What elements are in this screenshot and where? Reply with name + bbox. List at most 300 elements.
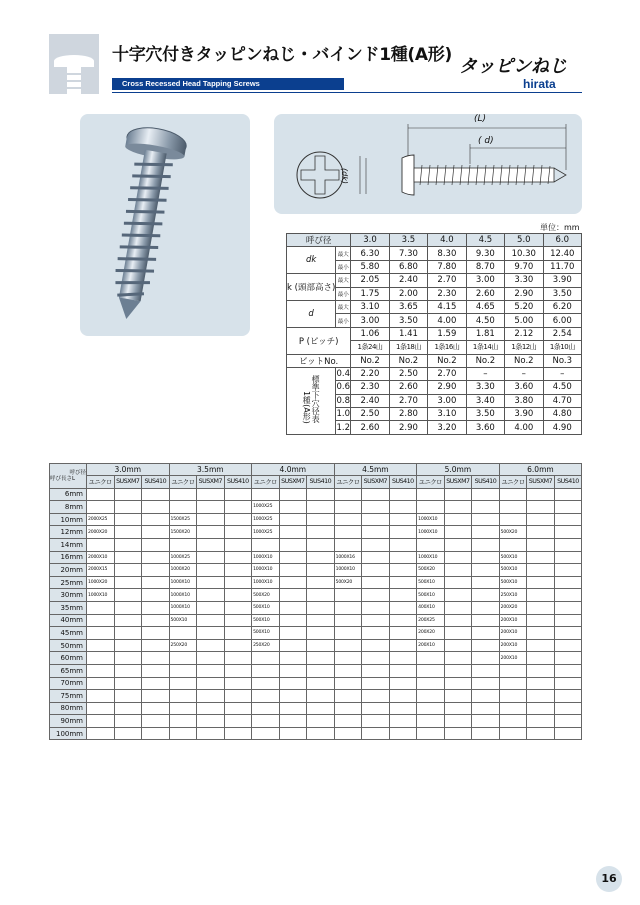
stock-cell <box>499 715 527 728</box>
stock-cell <box>252 677 280 690</box>
stock-cell <box>362 538 390 551</box>
stock-cell: 1000X10 <box>252 576 280 589</box>
stock-cell <box>114 589 142 602</box>
stock-cell <box>472 576 500 589</box>
stock-cell <box>142 488 170 501</box>
stock-cell <box>197 727 225 740</box>
table-row <box>50 614 582 627</box>
stock-cell <box>389 677 417 690</box>
stock-cell: 1000X10 <box>169 589 197 602</box>
stock-cell: 500X10 <box>252 601 280 614</box>
stock-cell <box>472 727 500 740</box>
stock-cell <box>362 727 390 740</box>
stock-cell <box>114 488 142 501</box>
stock-cell <box>307 690 335 703</box>
spec-cell: 4.50 <box>466 314 504 327</box>
spec-cell: 9.70 <box>505 260 543 273</box>
stock-cell <box>224 526 252 539</box>
spec-cell: No.3 <box>543 354 581 367</box>
spec-cell: 3.60 <box>505 381 543 394</box>
length-label: 6mm <box>50 488 87 501</box>
stock-cell <box>252 702 280 715</box>
material-header: ユニクロ <box>169 476 197 489</box>
stock-cell <box>527 488 555 501</box>
stock-cell <box>307 601 335 614</box>
stock-cell <box>472 589 500 602</box>
min-label: 最小 <box>336 314 351 327</box>
spec-cell: 4.70 <box>543 394 581 407</box>
stock-cell <box>224 564 252 577</box>
spec-cell: 2.80 <box>389 408 427 421</box>
size-header: 4.5 <box>466 234 504 247</box>
dk-label: dk <box>287 247 336 274</box>
stock-cell <box>334 589 362 602</box>
stock-cell <box>224 501 252 514</box>
stock-cell <box>444 664 472 677</box>
stock-cell <box>527 614 555 627</box>
stock-cell <box>472 513 500 526</box>
spec-cell: 2.40 <box>389 274 427 287</box>
spec-cell: 2.30 <box>351 381 389 394</box>
stock-cell <box>114 690 142 703</box>
stock-cell: 1000X16 <box>334 551 362 564</box>
stock-cell: 1000X25 <box>169 551 197 564</box>
stock-cell <box>527 690 555 703</box>
stock-cell: 2000X25 <box>87 513 115 526</box>
stock-cell <box>114 715 142 728</box>
stock-cell <box>472 677 500 690</box>
stock-cell <box>307 627 335 640</box>
stock-cell <box>307 664 335 677</box>
spec-cell: 3.00 <box>428 394 466 407</box>
spec-cell: 3.30 <box>505 274 543 287</box>
stock-cell <box>389 576 417 589</box>
spec-cell: 3.80 <box>505 394 543 407</box>
spec-cell: 2.20 <box>351 367 389 380</box>
min-label: 最小 <box>336 260 351 273</box>
stock-cell <box>362 677 390 690</box>
spec-cell: No.2 <box>351 354 389 367</box>
stock-cell <box>334 501 362 514</box>
spec-cell: 2.05 <box>351 274 389 287</box>
stock-cell: 1000X10 <box>252 564 280 577</box>
table-row <box>50 677 582 690</box>
stock-cell <box>279 589 307 602</box>
stock-cell <box>444 576 472 589</box>
stock-cell <box>279 614 307 627</box>
stock-cell: 500X20 <box>252 589 280 602</box>
thickness-cell: 0.8 <box>336 395 351 406</box>
stock-cell <box>197 614 225 627</box>
spec-cell: 2.60 <box>351 421 389 434</box>
stock-cell <box>389 627 417 640</box>
stock-cell: 500X10 <box>252 614 280 627</box>
stock-cell <box>389 488 417 501</box>
stock-cell <box>114 639 142 652</box>
stock-cell <box>554 538 582 551</box>
stock-cell: 2000X20 <box>87 526 115 539</box>
category-label: タッピンねじ <box>459 56 567 77</box>
stock-cell <box>554 576 582 589</box>
stock-cell <box>472 702 500 715</box>
length-label: 65mm <box>50 664 87 677</box>
spec-cell: 3.10 <box>351 300 389 313</box>
stock-cell <box>224 601 252 614</box>
material-header: SUS410 <box>389 476 417 489</box>
stock-cell <box>527 513 555 526</box>
stock-cell <box>362 576 390 589</box>
stock-cell <box>334 601 362 614</box>
spec-row <box>287 247 582 260</box>
stock-cell <box>472 526 500 539</box>
stock-cell <box>389 652 417 665</box>
length-label: 25mm <box>50 576 87 589</box>
stock-cell <box>224 639 252 652</box>
stock-cell <box>472 564 500 577</box>
stock-cell <box>444 677 472 690</box>
stock-cell <box>307 488 335 501</box>
corner-bottom-label: 呼び長さL <box>50 475 76 482</box>
stock-cell <box>279 702 307 715</box>
spec-cell: 4.00 <box>505 421 543 434</box>
stock-cell: 500X20 <box>417 564 445 577</box>
stock-cell <box>87 664 115 677</box>
stock-cell <box>444 614 472 627</box>
stock-cell <box>87 677 115 690</box>
stock-cell <box>142 538 170 551</box>
stock-cell <box>554 564 582 577</box>
stock-cell <box>307 538 335 551</box>
stock-cell <box>279 576 307 589</box>
material-header: SUS410 <box>472 476 500 489</box>
spec-cell: 6.30 <box>351 247 389 260</box>
stock-cell <box>554 488 582 501</box>
spec-cell: 7.30 <box>389 247 427 260</box>
corner-top-label: 呼び径 <box>69 469 86 476</box>
thickness-cell: 0.6 <box>336 382 351 393</box>
length-label: 14mm <box>50 538 87 551</box>
spec-cell: 3.90 <box>505 408 543 421</box>
stock-cell <box>114 727 142 740</box>
spec-cell: 3.50 <box>543 287 581 300</box>
stock-cell <box>362 652 390 665</box>
stock-cell <box>142 627 170 640</box>
stock-cell <box>224 677 252 690</box>
stock-cell <box>197 564 225 577</box>
stock-cell <box>224 589 252 602</box>
spec-cell: 3.00 <box>351 314 389 327</box>
stock-cell <box>87 690 115 703</box>
stock-cell <box>389 564 417 577</box>
stock-cell <box>197 690 225 703</box>
stock-cell <box>87 601 115 614</box>
stock-cell <box>527 601 555 614</box>
stock-cell <box>224 513 252 526</box>
spec-cell: 1条14山 <box>466 341 504 354</box>
stock-cell <box>307 677 335 690</box>
stock-cell <box>279 690 307 703</box>
spec-cell: 2.50 <box>351 408 389 421</box>
stock-cell <box>389 551 417 564</box>
size-group-header: 4.0mm <box>252 464 335 476</box>
stock-cell: 500X10 <box>169 614 197 627</box>
stock-cell <box>197 501 225 514</box>
dimension-diagram <box>274 114 582 214</box>
stock-cell <box>362 664 390 677</box>
stock-cell <box>87 702 115 715</box>
stock-cell <box>444 551 472 564</box>
stock-cell <box>279 727 307 740</box>
spec-cell: 5.00 <box>505 314 543 327</box>
stock-cell <box>472 715 500 728</box>
spec-cell: 2.70 <box>428 367 466 380</box>
stock-cell <box>362 639 390 652</box>
stock-cell <box>444 702 472 715</box>
stock-cell: 200X25 <box>417 614 445 627</box>
length-label: 60mm <box>50 652 87 665</box>
stock-cell <box>334 727 362 740</box>
stock-cell <box>197 526 225 539</box>
stock-cell: 400X10 <box>417 601 445 614</box>
stock-cell <box>444 715 472 728</box>
stock-cell <box>307 526 335 539</box>
stock-cell <box>279 715 307 728</box>
stock-cell <box>527 576 555 589</box>
stock-cell: 500X20 <box>499 526 527 539</box>
table-row <box>50 501 582 514</box>
spec-cell: 3.50 <box>389 314 427 327</box>
stock-cell <box>169 702 197 715</box>
size-group-header: 6.0mm <box>499 464 582 476</box>
spec-cell: 1条10山 <box>543 341 581 354</box>
stock-cell <box>142 513 170 526</box>
length-label: 70mm <box>50 677 87 690</box>
stock-cell <box>362 501 390 514</box>
stock-cell <box>362 690 390 703</box>
stock-cell: 1000X10 <box>169 601 197 614</box>
table-row <box>50 564 582 577</box>
stock-cell <box>334 627 362 640</box>
table-row <box>50 702 582 715</box>
stock-cell <box>224 664 252 677</box>
stock-cell <box>114 677 142 690</box>
spec-row <box>287 300 582 313</box>
stock-cell <box>224 614 252 627</box>
stock-cell <box>554 639 582 652</box>
stock-cell <box>334 488 362 501</box>
stock-cell <box>554 690 582 703</box>
stock-cell <box>444 627 472 640</box>
stock-cell <box>389 727 417 740</box>
stock-cell <box>389 501 417 514</box>
spec-cell: 3.65 <box>389 300 427 313</box>
spec-cell: 6.20 <box>543 300 581 313</box>
length-label: 80mm <box>50 702 87 715</box>
stock-cell <box>472 690 500 703</box>
stock-cell <box>362 601 390 614</box>
spec-cell: 2.70 <box>389 394 427 407</box>
stock-cell <box>334 690 362 703</box>
stock-cell <box>142 702 170 715</box>
pilot-hole-label <box>287 367 336 434</box>
stock-cell <box>307 614 335 627</box>
stock-cell <box>444 639 472 652</box>
size-group-header: 5.0mm <box>417 464 500 476</box>
spec-row <box>287 274 582 287</box>
spec-cell: 2.50 <box>389 367 427 380</box>
page-title: 十字穴付きタッピンねじ・バインド1種(A形) <box>112 45 452 65</box>
stock-cell <box>252 488 280 501</box>
stock-cell: 500X10 <box>499 551 527 564</box>
max-label: 最大 <box>336 300 351 313</box>
stock-cell: 1000X10 <box>334 564 362 577</box>
length-label: 90mm <box>50 715 87 728</box>
stock-cell <box>362 564 390 577</box>
spec-cell: 6.80 <box>389 260 427 273</box>
spec-cell: – <box>505 367 543 380</box>
spec-cell: 3.10 <box>428 408 466 421</box>
table-row <box>50 664 582 677</box>
spec-cell: 1.75 <box>351 287 389 300</box>
length-label-d: ( d) <box>478 136 494 146</box>
table-row <box>50 513 582 526</box>
stock-cell <box>472 601 500 614</box>
stock-cell <box>417 702 445 715</box>
spec-cell: 2.60 <box>389 381 427 394</box>
stock-cell <box>197 627 225 640</box>
unit-label: 単位：mm <box>540 223 580 232</box>
stock-cell <box>527 501 555 514</box>
stock-cell <box>389 702 417 715</box>
stock-cell <box>169 690 197 703</box>
stock-cell <box>142 564 170 577</box>
stock-cell: 500X10 <box>252 627 280 640</box>
size-group-header: 3.5mm <box>169 464 252 476</box>
stock-cell <box>224 488 252 501</box>
stock-cell <box>554 601 582 614</box>
stock-cell <box>252 715 280 728</box>
size-header: 5.0 <box>505 234 543 247</box>
length-label: 8mm <box>50 501 87 514</box>
length-label: 45mm <box>50 627 87 640</box>
stock-cell <box>169 501 197 514</box>
spec-cell: 6.00 <box>543 314 581 327</box>
k-label: k (頭部高さ) <box>287 274 336 301</box>
stock-cell <box>142 601 170 614</box>
stock-cell: 250X10 <box>499 589 527 602</box>
stock-cell <box>527 727 555 740</box>
length-label: 20mm <box>50 564 87 577</box>
screw-logo-icon <box>49 34 99 94</box>
stock-cell <box>334 538 362 551</box>
stock-cell <box>499 677 527 690</box>
spec-cell: 3.00 <box>466 274 504 287</box>
spec-cell: 2.90 <box>389 421 427 434</box>
table-row <box>50 551 582 564</box>
spec-cell: 1条24山 <box>351 341 389 354</box>
thickness-cell: 0.4 <box>336 369 351 380</box>
pitch-label: P (ピッチ) <box>287 327 351 354</box>
spec-cell: 4.50 <box>543 381 581 394</box>
spec-cell: 9.30 <box>466 247 504 260</box>
stock-cell <box>499 513 527 526</box>
stock-cell: 500X10 <box>499 576 527 589</box>
subtitle-bar: Cross Recessed Head Tapping Screws <box>112 78 344 90</box>
material-header: ユニクロ <box>87 476 115 489</box>
table-row <box>50 526 582 539</box>
stock-cell: 500X20 <box>334 576 362 589</box>
stock-cell <box>114 564 142 577</box>
nominal-diameter-label: 呼び径 <box>287 234 351 247</box>
stock-cell <box>142 652 170 665</box>
stock-cell <box>224 627 252 640</box>
stock-cell <box>197 601 225 614</box>
table-row <box>50 538 582 551</box>
stock-cell <box>142 690 170 703</box>
size-header: 3.0 <box>351 234 389 247</box>
stock-cell <box>554 614 582 627</box>
material-header: SUSXM7 <box>527 476 555 489</box>
stock-cell <box>307 652 335 665</box>
spec-cell: 3.60 <box>466 421 504 434</box>
spec-cell: 2.40 <box>351 394 389 407</box>
stock-cell <box>417 677 445 690</box>
table-row <box>50 576 582 589</box>
stock-cell <box>279 564 307 577</box>
stock-cell <box>114 513 142 526</box>
table-row <box>50 690 582 703</box>
stock-cell <box>527 652 555 665</box>
spec-table <box>286 233 582 435</box>
stock-cell <box>417 488 445 501</box>
material-header: ユニクロ <box>334 476 362 489</box>
stock-cell <box>334 702 362 715</box>
stock-cell: 200X10 <box>499 652 527 665</box>
length-label: 10mm <box>50 513 87 526</box>
stock-cell <box>527 627 555 640</box>
spec-cell: No.2 <box>505 354 543 367</box>
spec-cell: 3.20 <box>428 421 466 434</box>
stock-cell <box>87 727 115 740</box>
stock-cell <box>197 639 225 652</box>
stock-cell <box>554 664 582 677</box>
material-header: SUS410 <box>142 476 170 489</box>
stock-cell <box>389 614 417 627</box>
stock-cell <box>472 652 500 665</box>
stock-cell: 250X20 <box>252 639 280 652</box>
stock-cell: 500X10 <box>417 576 445 589</box>
stock-cell <box>197 664 225 677</box>
stock-cell <box>417 538 445 551</box>
spec-cell: 1条16山 <box>428 341 466 354</box>
stock-cell <box>279 551 307 564</box>
stock-cell <box>197 715 225 728</box>
spec-cell: 2.54 <box>543 327 581 340</box>
stock-cell <box>169 627 197 640</box>
table-row <box>50 601 582 614</box>
stock-cell <box>362 488 390 501</box>
page-number: 16 <box>596 866 622 892</box>
stock-cell <box>197 513 225 526</box>
length-label: 40mm <box>50 614 87 627</box>
stock-cell <box>472 501 500 514</box>
stock-cell <box>114 601 142 614</box>
stock-cell <box>527 526 555 539</box>
stock-cell <box>279 601 307 614</box>
pilot-row <box>287 367 582 380</box>
spec-cell: 2.12 <box>505 327 543 340</box>
table-corner <box>50 464 87 489</box>
